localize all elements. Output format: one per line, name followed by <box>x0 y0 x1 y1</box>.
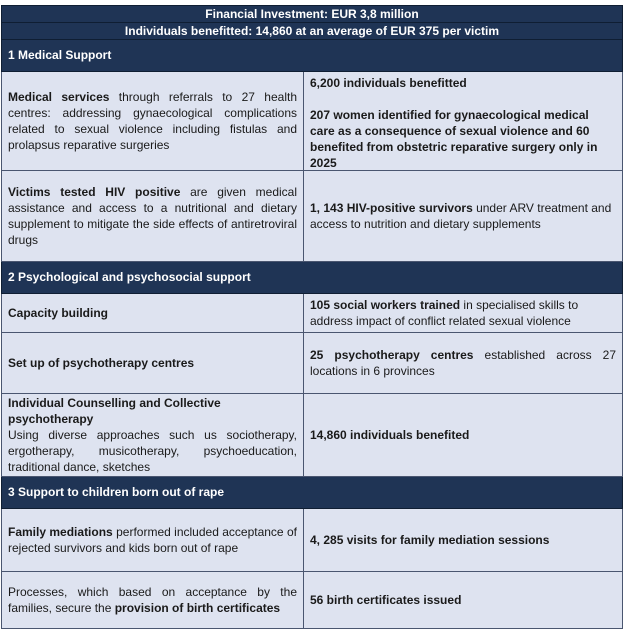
table-row <box>1 333 623 394</box>
row-result-text: in specialised skills to address impact of conflict related sexual violence <box>310 298 579 328</box>
row-description <box>2 509 304 571</box>
row-description-bold: Family mediations <box>8 525 113 539</box>
row-description-bold: Medical services <box>8 90 110 104</box>
row-result-bold: 25 psychotherapy centres <box>310 348 474 362</box>
table-row <box>1 572 623 629</box>
row-description <box>2 333 304 393</box>
row-description-text: through referrals to 27 health centres: addressing gynaecological complications related to sexual violence including fistulas and prolapsus reparative surgeries <box>8 90 297 152</box>
row-description <box>2 294 304 332</box>
table-row <box>1 509 623 572</box>
row-result-bold: 14,860 individuals benefited <box>310 428 470 442</box>
summary-table <box>1 5 623 629</box>
individuals-benefitted-header: Individuals benefitted: 14,860 at an average of EUR 375 per victim <box>1 23 623 40</box>
row-result-line2: 207 women identified for gynaecological medical care as a consequence of sexual violence and 60 benefited from obstetric reparative surgery only in 2025 <box>310 108 598 170</box>
section-psychological-support: 2 Psychological and psychosocial support <box>1 262 623 294</box>
row-result-bold: 56 birth certificates issued <box>310 593 462 607</box>
row-description <box>2 72 304 170</box>
section-medical-support: 1 Medical Support <box>1 40 623 72</box>
row-result <box>304 72 622 170</box>
financial-investment-header: Financial Investment: EUR 3,8 million <box>1 5 623 23</box>
row-result-line1: 6,200 individuals benefitted <box>310 76 467 90</box>
row-description-text: performed included acceptance of rejected survivors and kids born out of rape <box>8 525 297 555</box>
row-result-bold: 1, 143 HIV-positive survivors <box>310 201 473 215</box>
row-description-bold: Individual Counselling and Collective psychotherapy <box>8 396 221 426</box>
row-result-bold: 105 social workers trained <box>310 298 461 312</box>
row-result <box>304 509 622 571</box>
row-result <box>304 572 622 628</box>
table-row <box>1 394 623 477</box>
row-description <box>2 394 304 476</box>
row-result <box>304 394 622 476</box>
row-result <box>304 333 622 393</box>
row-description-bold: provision of birth certificates <box>114 601 281 615</box>
row-description <box>2 171 304 261</box>
row-result-bold: 4, 285 visits for family mediation sessions <box>310 533 550 547</box>
row-result-text: established across 27 locations in 6 provinces <box>310 348 616 378</box>
section-children-support: 3 Support to children born out of rape <box>1 477 623 509</box>
row-description-text: Using diverse approaches such us sociotherapy, ergotherapy, musicotherapy, psychoeducation, traditional dance, sketches <box>8 428 297 474</box>
table-row <box>1 72 623 171</box>
row-result <box>304 294 622 332</box>
row-description-text: Processes, which based on acceptance by the families, secure the <box>8 585 297 615</box>
row-description-bold: Victims tested HIV positive <box>8 185 181 199</box>
row-description-text: are given medical assistance and access to a nutritional and dietary supplement to mitigate the side effects of antiretroviral drugs <box>8 185 297 247</box>
row-result-text: under ARV treatment and access to nutrition and dietary supplements <box>310 201 612 231</box>
table-row <box>1 294 623 333</box>
row-description-bold: Set up of psychotherapy centres <box>8 356 195 370</box>
row-result <box>304 171 622 261</box>
row-description-bold: Capacity building <box>8 306 109 320</box>
row-description <box>2 572 304 628</box>
table-row <box>1 171 623 262</box>
